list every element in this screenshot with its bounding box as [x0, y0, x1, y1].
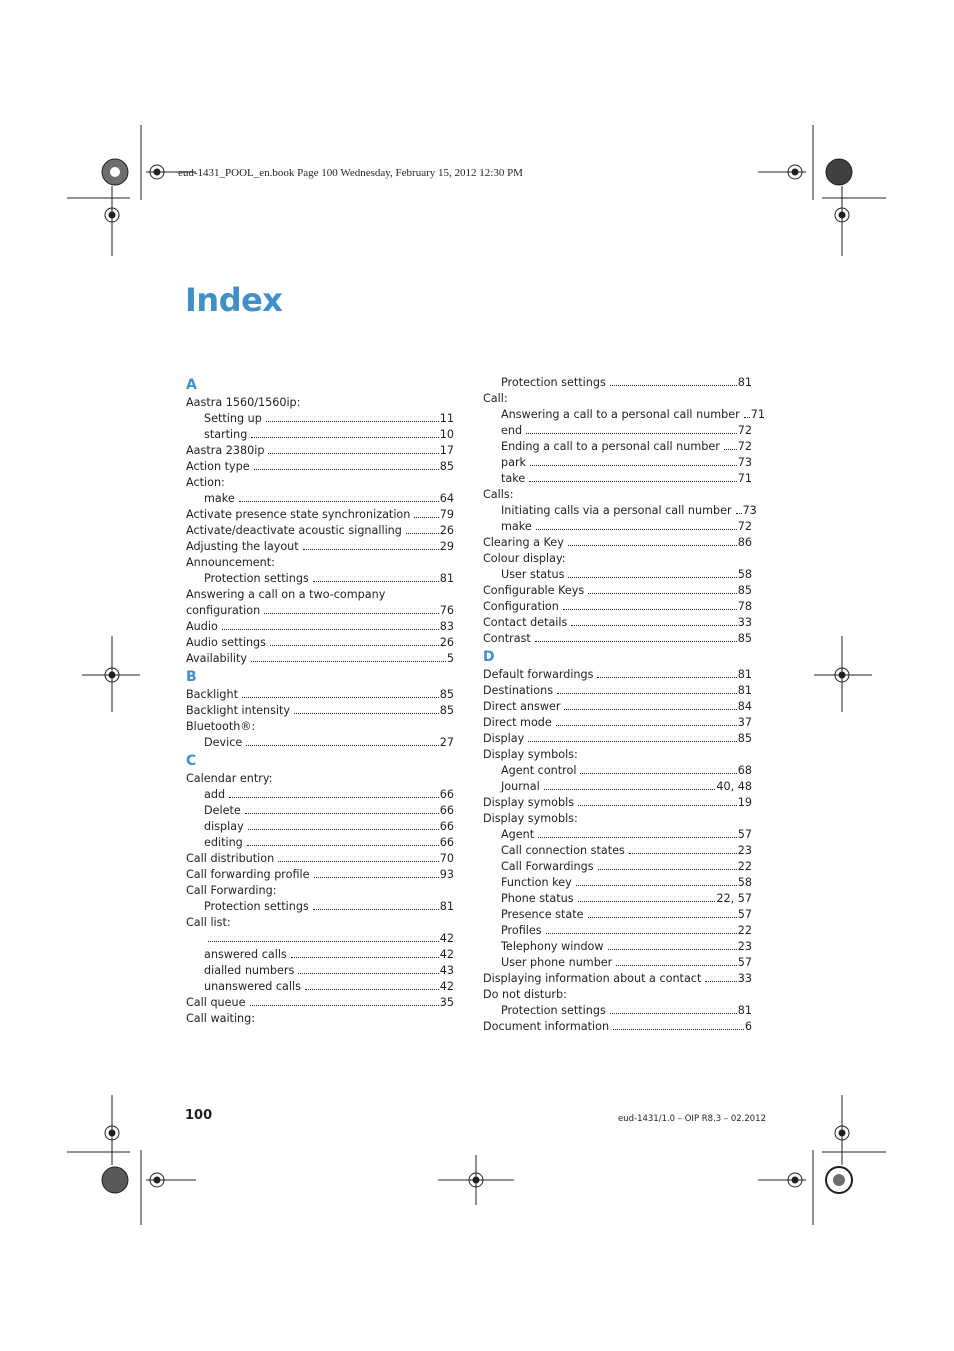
index-subentry: [483, 859, 752, 875]
index-page-ref: 29: [439, 540, 454, 553]
index-subentry: [186, 571, 454, 587]
dot-leader: [406, 533, 439, 534]
index-page-ref: 42: [439, 932, 454, 945]
index-heading: Aastra 1560/1560ip:: [186, 396, 301, 409]
index-term: Display symobls: [483, 796, 575, 809]
index-subentry: [483, 455, 752, 471]
dot-leader: [530, 465, 737, 466]
index-term: Phone status: [501, 892, 574, 905]
dot-leader: [305, 989, 439, 990]
dot-leader: [222, 629, 439, 630]
index-term: Call queue: [186, 996, 246, 1009]
index-term: Setting up: [204, 412, 262, 425]
index-page-ref: 84: [737, 700, 752, 713]
index-term: Call distribution: [186, 852, 275, 865]
index-section-letter: D: [483, 649, 495, 665]
index-term: dialled numbers: [204, 964, 295, 977]
index-entry: [186, 523, 454, 539]
dot-leader: [242, 697, 439, 698]
index-entry: [483, 1019, 752, 1035]
index-page-ref: 6: [744, 1020, 752, 1033]
index-heading: Bluetooth®:: [186, 720, 256, 733]
dot-leader: [598, 869, 737, 870]
index-term: make: [204, 492, 235, 505]
dot-leader: [529, 481, 737, 482]
dot-leader: [314, 877, 439, 878]
index-subentry: [483, 519, 752, 535]
index-heading: Answering a call on a two-company: [186, 588, 386, 601]
index-term: Activate/deactivate acoustic signalling: [186, 524, 402, 537]
index-term: display: [204, 820, 244, 833]
index-page-ref: 72: [737, 520, 752, 533]
index-page-ref: 33: [737, 972, 752, 985]
index-subentry: [186, 427, 454, 443]
index-term: park: [501, 456, 527, 469]
index-heading: Calendar entry:: [186, 772, 273, 785]
index-entry: [186, 459, 454, 475]
index-term: Agent control: [501, 764, 577, 777]
dot-leader: [266, 421, 439, 422]
dot-leader: [629, 853, 737, 854]
index-term: Document information: [483, 1020, 610, 1033]
index-term: Destinations: [483, 684, 554, 697]
index-term: Backlight: [186, 688, 238, 701]
index-entry: [186, 651, 454, 667]
index-page-ref: 68: [737, 764, 752, 777]
index-page-ref: 81: [439, 572, 454, 585]
index-subentry: [483, 923, 752, 939]
index-page-ref: 81: [737, 684, 752, 697]
dot-leader: [610, 385, 737, 386]
index-entry: [483, 599, 752, 615]
index-term: Protection settings: [501, 1004, 606, 1017]
index-subentry: [483, 375, 752, 391]
dot-leader: [616, 965, 736, 966]
dot-leader: [414, 517, 438, 518]
index-term: configuration: [186, 604, 261, 617]
index-subentry: [186, 491, 454, 507]
dot-leader: [544, 789, 716, 790]
index-entry: [186, 851, 454, 867]
dot-leader: [250, 1005, 439, 1006]
index-heading: Call list:: [186, 916, 231, 929]
index-page-ref: 42: [439, 980, 454, 993]
index-page-ref: 71: [737, 472, 752, 485]
index-entry: [186, 507, 454, 523]
index-page-ref: 81: [439, 900, 454, 913]
index-page-ref: 93: [439, 868, 454, 881]
index-term: User phone number: [501, 956, 613, 969]
index-page-ref: 64: [439, 492, 454, 505]
index-term: Function key: [501, 876, 572, 889]
dot-leader: [248, 829, 439, 830]
index-term: Call Forwardings: [501, 860, 594, 873]
index-page-ref: 17: [439, 444, 454, 457]
index-term: Aastra 2380ip: [186, 444, 265, 457]
index-heading: Do not disturb:: [483, 988, 567, 1001]
index-section-letter: C: [186, 753, 197, 769]
index-term: Availability: [186, 652, 247, 665]
dot-leader: [313, 581, 439, 582]
index-page-ref: 85: [737, 632, 752, 645]
index-entry: [186, 443, 454, 459]
index-term: make: [501, 520, 532, 533]
index-term: starting: [204, 428, 248, 441]
index-subentry: [483, 827, 752, 843]
index-entry: [483, 971, 752, 987]
dot-leader: [568, 577, 736, 578]
index-term: answered calls: [204, 948, 287, 961]
index-page-ref: 57: [737, 956, 752, 969]
index-page-ref: 22, 57: [716, 892, 752, 905]
index-page-ref: 81: [737, 668, 752, 681]
index-page-ref: 78: [737, 600, 752, 613]
index-page-ref: 43: [439, 964, 454, 977]
index-term: Audio settings: [186, 636, 266, 649]
dot-leader: [608, 949, 737, 950]
index-page-ref: 11: [439, 412, 454, 425]
index-term: add: [204, 788, 226, 801]
dot-leader: [303, 549, 439, 550]
index-subentry: [186, 819, 454, 835]
index-term: Audio: [186, 620, 218, 633]
index-term: Protection settings: [204, 900, 309, 913]
index-subentry: [186, 411, 454, 427]
index-subentry: [483, 955, 752, 971]
index-term: Contrast: [483, 632, 531, 645]
index-page-ref: 37: [737, 716, 752, 729]
index-term: Configurable Keys: [483, 584, 585, 597]
dot-leader: [610, 1013, 737, 1014]
dot-leader: [571, 625, 736, 626]
dot-leader: [251, 437, 438, 438]
dot-leader: [588, 593, 737, 594]
dot-leader: [298, 973, 438, 974]
dot-leader: [313, 909, 439, 910]
index-term: Clearing a Key: [483, 536, 564, 549]
index-page-ref: 58: [737, 876, 752, 889]
index-page-ref: 85: [439, 688, 454, 701]
index-term: take: [501, 472, 526, 485]
print-header: eud-1431_POOL_en.book Page 100 Wednesday, February 15, 2012 12:30 PM: [178, 167, 523, 179]
dot-leader: [270, 645, 439, 646]
index-subentry: [186, 735, 454, 751]
dot-leader: [535, 641, 737, 642]
dot-leader: [528, 741, 737, 742]
dot-leader: [597, 677, 736, 678]
index-term: Protection settings: [204, 572, 309, 585]
index-subentry: [186, 787, 454, 803]
index-heading: Call Forwarding:: [186, 884, 277, 897]
dot-leader: [578, 901, 716, 902]
index-entry: [483, 667, 752, 683]
dot-leader: [229, 797, 439, 798]
index-term: User status: [501, 568, 565, 581]
dot-leader: [239, 501, 439, 502]
index-entry: [186, 603, 454, 619]
index-subentry: [483, 939, 752, 955]
index-term: Display: [483, 732, 525, 745]
index-term: Initiating calls via a personal call number: [501, 504, 732, 517]
index-page-ref: 81: [737, 1004, 752, 1017]
dot-leader: [546, 933, 737, 934]
index-page-ref: 27: [439, 736, 454, 749]
index-term: Profiles: [501, 924, 542, 937]
index-entry: [483, 683, 752, 699]
index-page-ref: 73: [737, 456, 752, 469]
index-heading: Call:: [483, 392, 508, 405]
index-entry: [483, 535, 752, 551]
index-page-ref: 5: [446, 652, 454, 665]
dot-leader: [264, 613, 439, 614]
index-subentry: [483, 1003, 752, 1019]
dot-leader: [268, 453, 438, 454]
dot-leader: [576, 885, 737, 886]
index-heading: Announcement:: [186, 556, 275, 569]
index-page-ref: 71: [750, 408, 766, 421]
index-page-ref: 57: [737, 908, 752, 921]
index-term: unanswered calls: [204, 980, 301, 993]
index-page-ref: 57: [737, 828, 752, 841]
index-subentry: [186, 803, 454, 819]
index-term: Device: [204, 736, 243, 749]
dot-leader: [613, 1029, 744, 1030]
index-subentry: [483, 779, 752, 795]
index-term: Configuration: [483, 600, 559, 613]
index-term: Presence state: [501, 908, 584, 921]
index-heading: Colour display:: [483, 552, 566, 565]
index-term: Action type: [186, 460, 250, 473]
index-subentry: [483, 843, 752, 859]
index-subentry: [483, 407, 766, 423]
index-subentry: [483, 423, 752, 439]
dot-leader: [705, 981, 736, 982]
index-subentry: [186, 979, 454, 995]
index-page-ref: 66: [439, 820, 454, 833]
index-subentry: [483, 907, 752, 923]
index-page-ref: 66: [439, 788, 454, 801]
dot-leader: [251, 661, 446, 662]
dot-leader: [557, 693, 737, 694]
dot-leader: [278, 861, 439, 862]
index-term: Contact details: [483, 616, 568, 629]
index-page-ref: 42: [439, 948, 454, 961]
dot-leader: [246, 745, 438, 746]
index-entry: [186, 619, 454, 635]
index-term: Backlight intensity: [186, 704, 291, 717]
index-page-ref: 26: [439, 524, 454, 537]
index-entry: [483, 583, 752, 599]
index-term: Direct answer: [483, 700, 561, 713]
index-page-ref: 23: [737, 844, 752, 857]
index-page-ref: 72: [737, 424, 752, 437]
index-entry: [186, 867, 454, 883]
index-page-ref: 66: [439, 804, 454, 817]
index-term: Activate presence state synchronization: [186, 508, 411, 521]
dot-leader: [536, 529, 737, 530]
index-term: Adjusting the layout: [186, 540, 299, 553]
dot-leader: [580, 773, 736, 774]
index-page-ref: 76: [439, 604, 454, 617]
index-entry: [483, 631, 752, 647]
index-subentry: [483, 471, 752, 487]
dot-leader: [291, 957, 439, 958]
index-subentry: [186, 963, 454, 979]
index-entry: [186, 703, 454, 719]
index-subentry: [483, 891, 752, 907]
dot-leader: [208, 941, 439, 942]
index-heading: Display symbols:: [483, 748, 578, 761]
dot-leader: [578, 805, 737, 806]
index-subentry: [483, 567, 752, 583]
index-entry: [483, 615, 752, 631]
index-page-ref: 85: [439, 460, 454, 473]
index-page-ref: 83: [439, 620, 454, 633]
index-page-ref: 26: [439, 636, 454, 649]
index-page-ref: 19: [737, 796, 752, 809]
index-heading: Call waiting:: [186, 1012, 256, 1025]
index-term: end: [501, 424, 523, 437]
index-term: Answering a call to a personal call number: [501, 408, 740, 421]
document-footer: eud-1431/1.0 – OIP R8.3 – 02.2012: [618, 1114, 766, 1124]
index-page-ref: 33: [737, 616, 752, 629]
index-page-ref: 40, 48: [716, 780, 752, 793]
index-page-ref: 10: [439, 428, 454, 441]
index-term: Agent: [501, 828, 535, 841]
dot-leader: [724, 449, 737, 450]
index-heading: Display symobls:: [483, 812, 578, 825]
index-page-ref: 85: [737, 584, 752, 597]
index-term: Call forwarding profile: [186, 868, 310, 881]
index-entry: [483, 699, 752, 715]
index-section-letter: B: [186, 669, 197, 685]
index-page-ref: 72: [737, 440, 752, 453]
index-term: Protection settings: [501, 376, 606, 389]
dot-leader: [247, 845, 439, 846]
dot-leader: [588, 917, 737, 918]
dot-leader: [245, 813, 439, 814]
dot-leader: [254, 469, 439, 470]
index-section-letter: A: [186, 377, 197, 393]
index-page-ref: 85: [439, 704, 454, 717]
index-subentry: [186, 947, 454, 963]
index-subentry: [186, 899, 454, 915]
dot-leader: [294, 713, 439, 714]
index-page-ref: 66: [439, 836, 454, 849]
index-term: Ending a call to a personal call number: [501, 440, 720, 453]
index-entry: [186, 635, 454, 651]
index-heading: Action:: [186, 476, 225, 489]
index-subentry: [186, 835, 454, 851]
page-title: Index: [185, 281, 283, 319]
index-subentry: [483, 439, 752, 455]
index-term: Default forwardings: [483, 668, 594, 681]
index-page-ref: 22: [737, 860, 752, 873]
page-number: 100: [185, 1108, 213, 1123]
index-page-ref: 86: [737, 536, 752, 549]
index-term: Telephony window: [501, 940, 604, 953]
index-term: editing: [204, 836, 243, 849]
index-subentry: [483, 763, 752, 779]
index-page-ref: 22: [737, 924, 752, 937]
dot-leader: [564, 709, 736, 710]
dot-leader: [563, 609, 737, 610]
dot-leader: [556, 725, 737, 726]
index-entry: [186, 539, 454, 555]
index-entry: [186, 995, 454, 1011]
index-entry: [483, 731, 752, 747]
index-page-ref: 23: [737, 940, 752, 953]
index-column-left: [186, 375, 454, 1027]
index-page-ref: 85: [737, 732, 752, 745]
index-heading: Calls:: [483, 488, 514, 501]
index-term: Direct mode: [483, 716, 552, 729]
index-entry: [186, 687, 454, 703]
index-page-ref: 70: [439, 852, 454, 865]
index-page-ref: 58: [737, 568, 752, 581]
index-subentry: [483, 875, 752, 891]
index-page-ref: 73: [742, 504, 757, 517]
index-column-right: [483, 375, 766, 1035]
dot-leader: [568, 545, 737, 546]
index-term: Delete: [204, 804, 241, 817]
index-entry: [483, 795, 752, 811]
index-term: Call connection states: [501, 844, 625, 857]
index-term: Displaying information about a contact: [483, 972, 702, 985]
index-page-ref: 81: [737, 376, 752, 389]
dot-leader: [538, 837, 737, 838]
index-entry: [483, 715, 752, 731]
index-page-ref: 79: [439, 508, 454, 521]
index-subentry: [186, 931, 454, 947]
index-page-ref: 35: [439, 996, 454, 1009]
dot-leader: [526, 433, 737, 434]
index-term: Journal: [501, 780, 540, 793]
index-subentry: [483, 503, 757, 519]
